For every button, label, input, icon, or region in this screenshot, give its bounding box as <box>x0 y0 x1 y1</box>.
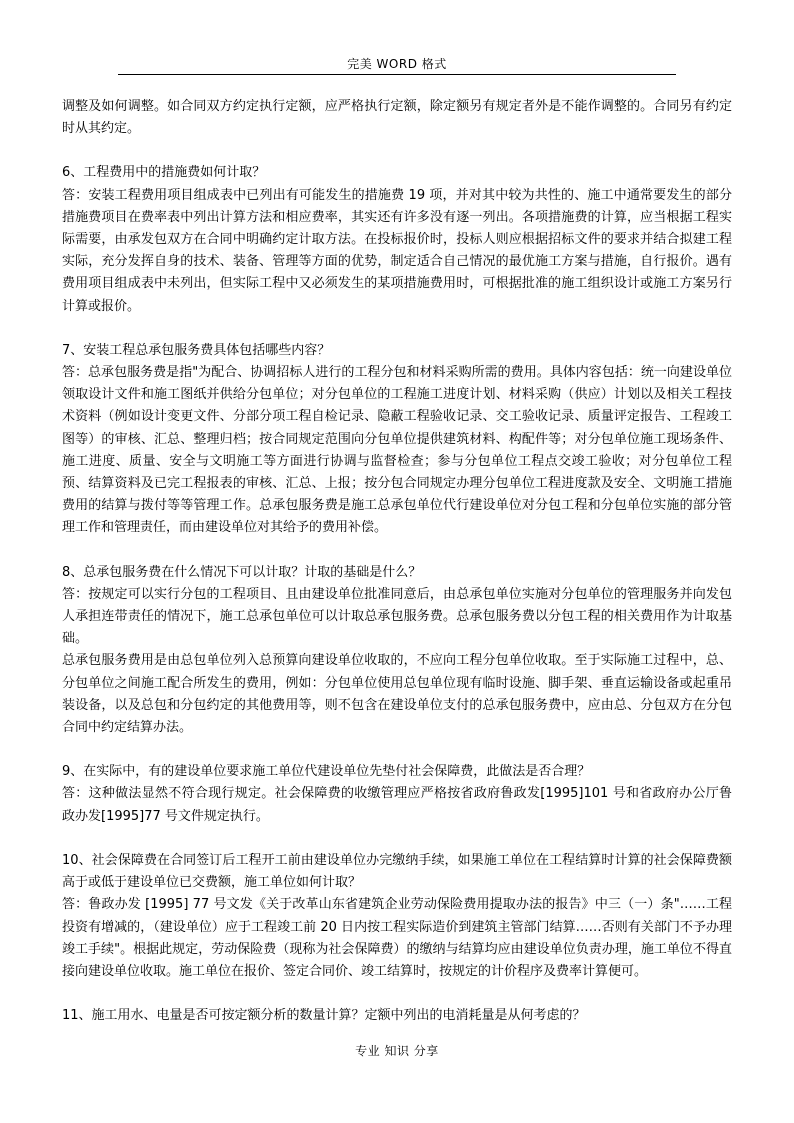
question-8: 8、总承包服务费在什么情况下可以计取？计取的基础是什么？ <box>62 564 422 580</box>
page-header: 完美 WORD 格式 <box>347 57 447 71</box>
question-6: 6、工程费用中的措施费如何计取？ <box>62 165 266 181</box>
question-10: 10、社会保障费在合同签订后工程开工前由建设单位办完缴纳手续，如果施工单位在工程结算时计算的社会保障费额高于或低于建设单位已交费额，施工单位如何计取？ <box>62 852 732 891</box>
answer-8: 答：按规定可以实行分包的工程项目、且由建设单位批准同意后，由总承包单位实施对分包单位的管理服务并向发包人承担连带责任的情况下，施工总承包单位可以计取总承包服务费。总承包服务费以分包工程的相关费用作为计取基础。 <box>62 586 732 647</box>
question-9: 9、在实际中，有的建设单位要求施工单位代建设单位先垫付社会保障费，此做法是否合理？ <box>62 764 591 780</box>
page-footer: 专业 知识 分享 <box>355 1044 439 1058</box>
answer-9: 答：这种做法显然不符合现行规定。社会保障费的收缴管理应严格按省政府鲁政发[1995]101 号和省政府办公厅鲁政办发[1995]77 号文件规定执行。 <box>62 786 732 824</box>
document-body <box>62 96 732 1027</box>
header-divider <box>118 74 676 75</box>
answer-10: 答：鲁政办发 [1995] 77 号文发《关于改革山东省建筑企业劳动保险费用提取办法的报告》中三（一）条"……工程投资有增减的，（建设单位）应于工程竣工前 20 日内按工程实际造价到建筑主管部门结算……否则有关部门不予办理竣工手续"。根据此规定，劳动保险费（现称为社会保障费）的缴纳与结算均应由建设单位负责办理，施工单位不得直接向建设单位收取。施工单位在报价、签定合同价、竣工结算时，按规定的计价程序及费率计算便可。 <box>62 897 732 979</box>
question-7: 7、安装工程总承包服务费具体包括哪些内容？ <box>62 342 331 358</box>
intro-paragraph: 调整及如何调整。如合同双方约定执行定额，应严格执行定额，除定额另有规定者外是不能作调整的。合同另有约定时从其约定。 <box>62 99 732 137</box>
answer-7: 答：总承包服务费是指"为配合、协调招标人进行的工程分包和材料采购所需的费用。具体内容包括：统一向建设单位领取设计文件和施工图纸并供给分包单位；对分包单位的工程施工进度计划、材料采购（供应）计划以及相关工程技术资料（例如设计变更文件、分部分项工程自检记录、隐蔽工程验收记录、交工验收记录、质量评定报告、工程竣工图等）的审核、汇总、整理归档；按合同规定范围向分包单位提供建筑材料、构配件等；对分包单位施工现场条件、施工进度、质量、安全与文明施工等方面进行协调与监督检查；参与分包单位工程点交竣工验收；对分包单位工程预、结算资料及已完工程报表的审核、汇总、上报；按分包合同规定办理分包单位工程进度款及安全、文明施工措施费用的结算与拨付等等管理工作。总承包服务费是施工总承包单位代行建设单位对分包工程和分包单位实施的部分管理工作和管理责任，而由建设单位对其给予的费用补偿。 <box>62 365 732 536</box>
answer-6: 答：安装工程费用项目组成表中已列出有可能发生的措施费 19 项，并对其中较为共性的、施工中通常要发生的部分措施费项目在费率表中列出计算方法和相应费率，其实还有许多没有逐一列出。各项措施费的计算，应当根据工程实际需要，由承发包双方在合同中明确约定计取方法。在投标报价时，投标人则应根据招标文件的要求并结合拟建工程实际，充分发挥自身的技术、装备、管理等方面的优势，制定适合自己情况的最优施工方案与措施，自行报价。遇有费用项目组成表中未列出，但实际工程中又必须发生的某项措施费用时，可根据批准的施工组织设计或施工方案另行计算或报价。 <box>62 187 732 314</box>
question-11: 11、施工用水、电量是否可按定额分析的数量计算？定额中列出的电消耗量是从何考虑的？ <box>62 1008 586 1024</box>
answer-8-continued: 总承包服务费用是由总包单位列入总预算向建设单位收取的，不应向工程分包单位收取。至于实际施工过程中，总、分包单位之间施工配合所发生的费用，例如：分包单位使用总包单位现有临时设施、脚手架、垂直运输设备或起重吊装设备，以及总包和分包约定的其他费用等，则不包含在建设单位支付的总承包服务费中，应由总、分包双方在分包合同中约定结算办法。 <box>62 653 732 736</box>
